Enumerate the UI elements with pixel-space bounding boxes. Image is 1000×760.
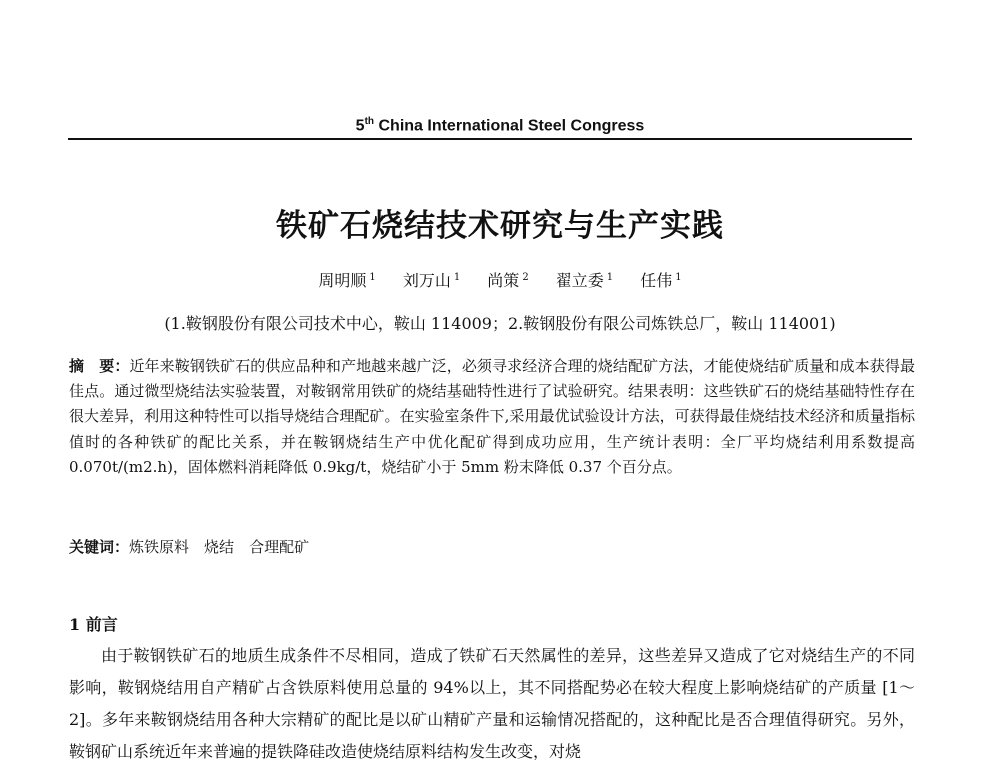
- author: [556, 271, 613, 290]
- author-name: 尚策: [487, 271, 520, 290]
- running-header: [0, 116, 1000, 135]
- congress-name: China International Steel Congress: [378, 117, 645, 135]
- section-heading: 1 前言: [69, 615, 118, 634]
- author-name: 周明顺: [318, 271, 367, 290]
- author-affiliation-mark: 1: [453, 271, 461, 283]
- author-name: 刘万山: [402, 271, 451, 290]
- author-name: 翟立委: [555, 271, 604, 290]
- section-body: 由于鞍钢铁矿石的地质生成条件不尽相同，造成了铁矿石天然属性的差异，这些差异又造成了它对烧结生产的不同影响，鞍钢烧结用自产精矿占含铁原料使用总量的 94%以上，其不同搭配势必在较大程度上影响烧结矿的产质量 [1～2]。多年来鞍钢烧结用各种大宗精矿的配比是以矿山精矿产量和运输情况搭配的，这种配比是否合理值得研究。另外，鞍钢矿山系统近年来普遍的提铁降硅改造使烧结原料结构发生改变，对烧: [69, 646, 915, 760]
- header-rule: [68, 138, 912, 140]
- keywords: [69, 536, 915, 557]
- author: [403, 271, 460, 290]
- ordinal-suffix: th: [364, 116, 375, 127]
- author: [640, 271, 681, 290]
- paper-title: 铁矿石烧结技术研究与生产实践: [276, 208, 724, 244]
- author-affiliation-mark: 1: [606, 271, 614, 283]
- author-affiliation-mark: 2: [522, 271, 529, 283]
- author-affiliation-mark: 1: [369, 271, 376, 283]
- abstract-label: 摘 要：: [69, 357, 130, 375]
- abstract-text: 近年来鞍钢铁矿石的供应品种和产地越来越广泛，必须寻求经济合理的烧结配矿方法，才能使烧结矿质量和成本获得最佳点。通过微型烧结法实验装置，对鞍钢常用铁矿的烧结基础特性进行了试验研究。结果表明：这些铁矿石的烧结基础特性存在很大差异，利用这种特性可以指导烧结合理配矿。在实验室条件下,采用最优试验设计方法，可获得最佳烧结技术经济和质量指标值时的各种铁矿的配比关系，并在鞍钢烧结生产中优化配矿得到成功应用，生产统计表明：全厂平均烧结利用系数提高 0.070t/(m2.h)，固体燃料消耗降低 0.9kg/t，烧结矿小于 5mm 粉末降低 0.37 个百分点。: [69, 357, 915, 476]
- author-list: [0, 268, 1000, 291]
- keyword: 炼铁原料: [129, 538, 190, 556]
- keywords-label: 关键词：: [69, 538, 130, 556]
- author-affiliation-mark: 1: [675, 271, 682, 283]
- abstract: [69, 354, 915, 480]
- author: [487, 271, 528, 290]
- congress-ordinal: 5: [355, 117, 365, 135]
- author-name: 任伟: [640, 271, 673, 290]
- keyword: 烧结: [204, 538, 235, 556]
- affiliations: (1.鞍钢股份有限公司技术中心，鞍山 114009；2.鞍钢股份有限公司炼铁总厂，鞍山 114001): [164, 314, 836, 333]
- keyword: 合理配矿: [249, 538, 310, 556]
- author: [318, 271, 375, 290]
